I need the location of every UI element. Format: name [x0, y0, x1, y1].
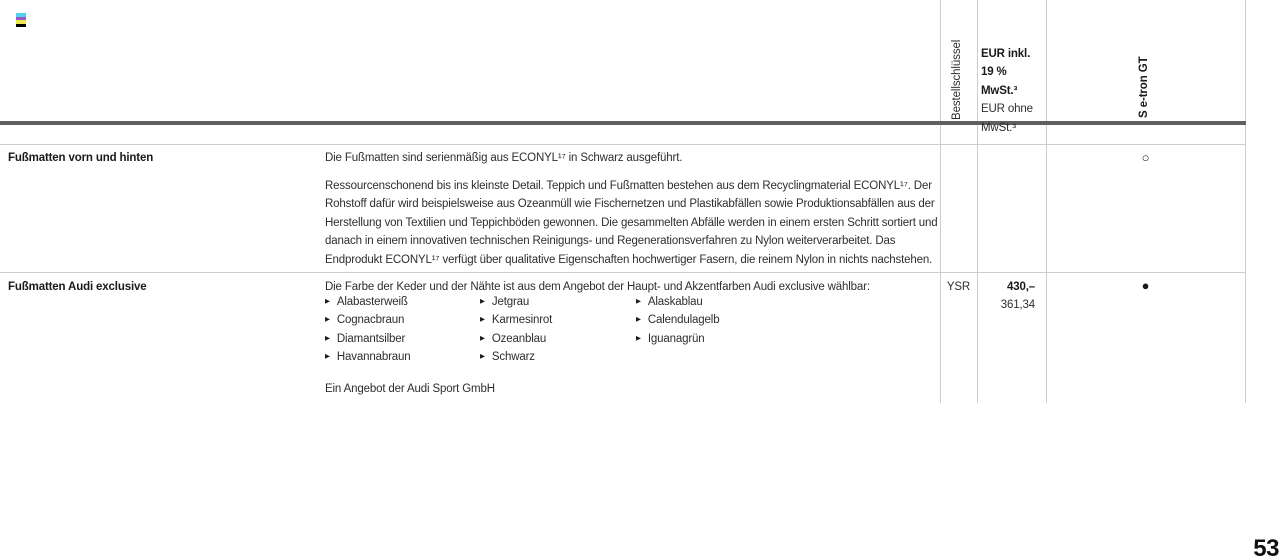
row-label: Fußmatten vorn und hinten: [8, 152, 154, 164]
color-registration-icon: [16, 13, 26, 27]
color-list-item: [325, 333, 411, 351]
table-column-divider: [977, 0, 978, 403]
color-name: Iguanagrün: [647, 332, 705, 345]
table-column-divider: [1245, 0, 1246, 403]
column-header-order-code: Bestellschlüssel: [951, 39, 963, 120]
color-list-item: [325, 314, 411, 332]
triangle-bullet-icon: ▶: [325, 353, 330, 361]
audi-sport-note: Ein Angebot der Audi Sport GmbH: [325, 383, 495, 395]
row-label: Fußmatten Audi exclusive: [8, 281, 147, 293]
color-name: Karmesinrot: [491, 314, 553, 327]
color-list-item: [480, 314, 552, 332]
color-list-item: [480, 333, 552, 351]
color-name: Calendulagelb: [647, 314, 720, 327]
color-bar-black: [16, 24, 26, 28]
triangle-bullet-icon: ▶: [325, 316, 330, 324]
price-header-line: EUR inkl.: [981, 48, 1031, 60]
row-divider: [0, 272, 1246, 273]
price-excl-vat: 361,34: [1000, 299, 1035, 312]
page-number: 53: [1253, 535, 1279, 560]
color-name: Alaskablau: [647, 296, 703, 308]
color-name: Havannabraun: [336, 351, 411, 364]
triangle-bullet-icon: ▶: [480, 353, 485, 361]
triangle-bullet-icon: ▶: [325, 298, 330, 305]
color-list-item: [636, 314, 719, 332]
triangle-bullet-icon: ▶: [480, 334, 485, 342]
color-list-item: [480, 351, 552, 369]
color-list-item: [636, 333, 719, 351]
row-description-intro: Die Farbe der Keder und der Nähte ist aus dem Angebot der Haupt- und Akzentfarben Audi exclusive wählbar:: [325, 281, 870, 293]
color-name: Schwarz: [491, 351, 535, 364]
triangle-bullet-icon: ▶: [480, 298, 485, 305]
color-list-item: [480, 296, 552, 314]
triangle-bullet-icon: ▶: [480, 316, 485, 324]
color-list-column: [636, 296, 719, 351]
row-description-intro: Die Fußmatten sind serienmäßig aus ECONYL¹⁷ in Schwarz ausgeführt.: [325, 152, 683, 164]
color-list-column: [480, 296, 552, 370]
price-header-line: 19 % MwSt.³: [981, 66, 1018, 97]
triangle-bullet-icon: ▶: [636, 298, 641, 305]
price-header-line: MwSt.³: [981, 121, 1016, 134]
color-name: Diamantsilber: [336, 332, 406, 345]
table-column-divider: [940, 0, 941, 403]
row-divider: [0, 144, 1246, 145]
column-header-price: [981, 45, 1045, 137]
order-code-value: YSR: [946, 281, 971, 293]
color-name: Jetgrau: [491, 296, 530, 308]
availability-circle-open: ○: [1141, 150, 1150, 165]
price-header-line: EUR ohne: [981, 103, 1033, 116]
table-column-divider: [1046, 0, 1047, 403]
color-name: Alabasterweiß: [336, 296, 408, 308]
color-list-item: [325, 296, 411, 314]
color-list-item: [325, 351, 411, 369]
row-description-paragraph: Ressourcenschonend bis ins kleinste Detail. Teppich und Fußmatten bestehen aus dem Recyclingmaterial ECONYL¹⁷. Der Rohstoff dafür wird beispielsweise aus Ozeanmüll wie Fischernetzen und Plastikabfällen sowie Produktionsabfällen aus der Herstellung von Textilien und Teppichböden gewonnen. Die gesammelten Abfälle werden in einem ersten Schritt sortiert und danach in einem innovativen technischen Reinigungs- und Regenerationsverfahren zu Nylon weiterverarbeitet. Das Endprodukt ECONYL¹⁷ verfügt über qualitative Eigenschaften hochwertiger Fasern, die reinem Nylon in nichts nachstehen.: [325, 180, 938, 266]
header-rule: [0, 121, 1246, 125]
price-incl-vat: 430,–: [1006, 281, 1035, 293]
color-list-item: [636, 296, 719, 314]
triangle-bullet-icon: ▶: [636, 316, 641, 324]
color-list-column: [325, 296, 411, 370]
color-name: Ozeanblau: [491, 332, 547, 345]
availability-circle-filled: ●: [1141, 278, 1150, 293]
triangle-bullet-icon: ▶: [325, 334, 330, 342]
price-cell: [977, 278, 1035, 315]
color-name: Cognacbraun: [336, 314, 405, 327]
column-header-model: S e-tron GT: [1138, 56, 1150, 118]
triangle-bullet-icon: ▶: [636, 334, 641, 342]
